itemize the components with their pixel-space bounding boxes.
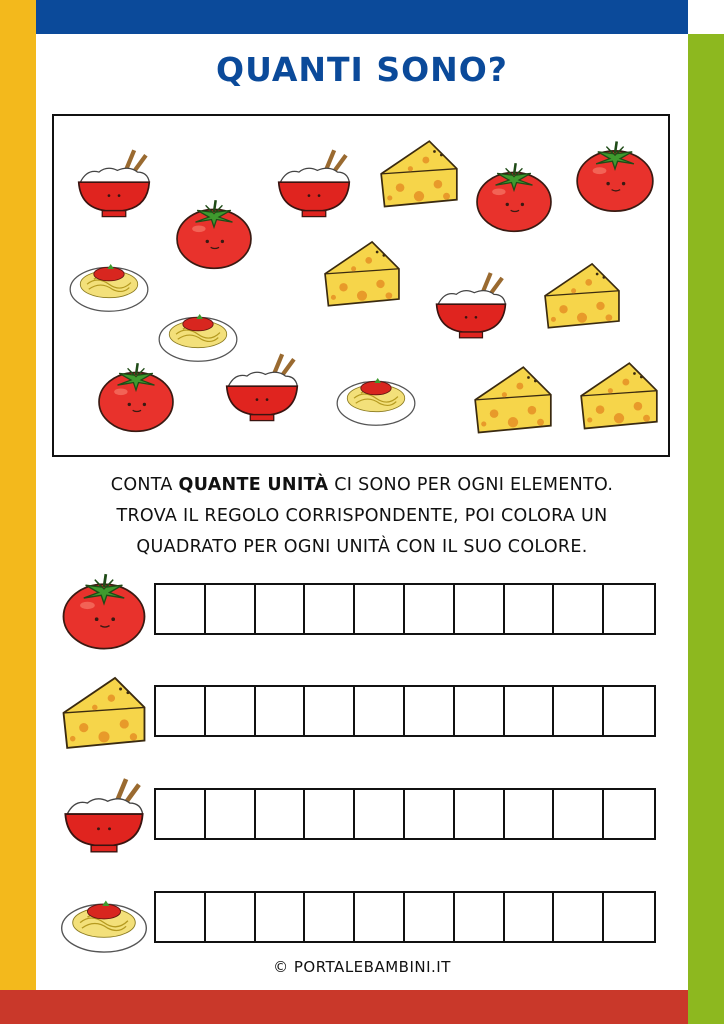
copyright-footer: © PORTALEBAMBINI.IT bbox=[273, 958, 451, 976]
coloring-square[interactable] bbox=[256, 893, 306, 941]
instructions-line-1: CONTA QUANTE UNITÀ CI SONO PER OGNI ELEMENTO. bbox=[110, 475, 614, 495]
coloring-square[interactable] bbox=[604, 687, 654, 735]
coloring-square[interactable] bbox=[156, 790, 206, 838]
coloring-square[interactable] bbox=[305, 585, 355, 633]
coloring-square[interactable] bbox=[156, 893, 206, 941]
coloring-square[interactable] bbox=[305, 893, 355, 941]
coloring-square[interactable] bbox=[405, 687, 455, 735]
coloring-square[interactable] bbox=[206, 585, 256, 633]
tomato-icon bbox=[572, 134, 658, 216]
coloring-square[interactable] bbox=[604, 893, 654, 941]
count-row-spaghetti bbox=[58, 876, 678, 960]
count-row-cheese bbox=[58, 670, 678, 754]
page-title: QUANTI SONO? bbox=[216, 50, 508, 89]
spaghetti-plate-icon bbox=[152, 292, 244, 368]
rice-bowl-icon bbox=[430, 262, 512, 348]
coloring-square[interactable] bbox=[554, 585, 604, 633]
cheese-icon bbox=[470, 354, 556, 444]
coloring-square[interactable] bbox=[405, 585, 455, 633]
coloring-square[interactable] bbox=[355, 893, 405, 941]
count-row-tomato bbox=[58, 568, 678, 652]
tomato-icon bbox=[58, 568, 150, 652]
coloring-square[interactable] bbox=[405, 893, 455, 941]
instructions-line-3: QUADRATO PER OGNI UNITÀ CON IL SUO COLORE. bbox=[136, 537, 588, 557]
tomato-icon bbox=[172, 192, 256, 274]
coloring-square[interactable] bbox=[505, 790, 555, 838]
tomato-icon bbox=[472, 156, 556, 236]
coloring-square[interactable] bbox=[305, 790, 355, 838]
coloring-square[interactable] bbox=[256, 687, 306, 735]
count-row-rice bbox=[58, 773, 678, 857]
spaghetti-plate-icon bbox=[330, 356, 422, 432]
coloring-square[interactable] bbox=[355, 585, 405, 633]
coloring-square[interactable] bbox=[156, 687, 206, 735]
coloring-square[interactable] bbox=[604, 585, 654, 633]
right-color-bar bbox=[688, 34, 724, 1024]
coloring-square[interactable] bbox=[355, 790, 405, 838]
rice-bowl-icon bbox=[272, 140, 356, 226]
coloring-square[interactable] bbox=[405, 790, 455, 838]
coloring-square[interactable] bbox=[206, 790, 256, 838]
instructions-line-2: TROVA IL REGOLO CORRISPONDENTE, POI COLORA UN bbox=[116, 506, 608, 526]
coloring-squares bbox=[154, 583, 656, 635]
coloring-square[interactable] bbox=[455, 687, 505, 735]
instructions-emphasis: QUANTE UNITÀ bbox=[178, 475, 329, 495]
cheese-icon bbox=[58, 670, 150, 754]
coloring-square[interactable] bbox=[554, 687, 604, 735]
coloring-square[interactable] bbox=[256, 790, 306, 838]
rice-bowl-icon bbox=[58, 773, 150, 857]
coloring-squares bbox=[154, 891, 656, 943]
cheese-icon bbox=[540, 252, 624, 338]
left-color-bar bbox=[0, 0, 36, 990]
instructions-text bbox=[40, 470, 684, 563]
coloring-square[interactable] bbox=[554, 790, 604, 838]
coloring-square[interactable] bbox=[206, 687, 256, 735]
coloring-square[interactable] bbox=[505, 893, 555, 941]
coloring-square[interactable] bbox=[554, 893, 604, 941]
bottom-color-bar bbox=[0, 990, 688, 1024]
coloring-square[interactable] bbox=[455, 790, 505, 838]
coloring-square[interactable] bbox=[355, 687, 405, 735]
coloring-square[interactable] bbox=[156, 585, 206, 633]
cheese-icon bbox=[320, 230, 404, 316]
cheese-icon bbox=[376, 130, 462, 216]
coloring-square[interactable] bbox=[455, 585, 505, 633]
food-picture-frame bbox=[52, 114, 670, 457]
coloring-square[interactable] bbox=[505, 687, 555, 735]
coloring-square[interactable] bbox=[256, 585, 306, 633]
coloring-square[interactable] bbox=[505, 585, 555, 633]
spaghetti-plate-icon bbox=[64, 242, 154, 318]
coloring-square[interactable] bbox=[305, 687, 355, 735]
rice-bowl-icon bbox=[72, 140, 156, 226]
cheese-icon bbox=[576, 352, 662, 438]
coloring-square[interactable] bbox=[604, 790, 654, 838]
coloring-square[interactable] bbox=[455, 893, 505, 941]
coloring-square[interactable] bbox=[206, 893, 256, 941]
coloring-squares bbox=[154, 685, 656, 737]
top-color-bar bbox=[36, 0, 688, 34]
coloring-squares bbox=[154, 788, 656, 840]
spaghetti-plate-icon bbox=[58, 876, 150, 960]
